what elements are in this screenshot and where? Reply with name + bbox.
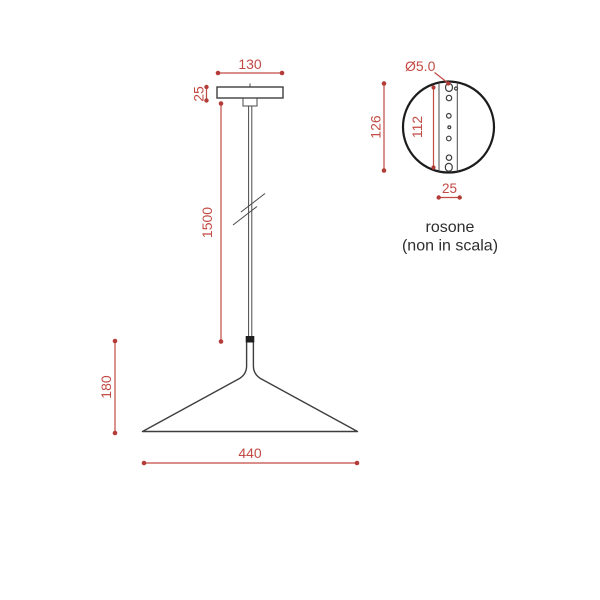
bracket-hole-small-top (455, 87, 458, 90)
pendant-front-view (98, 56, 359, 465)
detail-caption-line1: rosone (425, 219, 475, 236)
dim-shade-diameter-label: 440 (238, 445, 262, 461)
dim-canopy-width (216, 56, 285, 75)
dim-canopy-width-label: 130 (238, 56, 262, 72)
dim-outer-height-label: 126 (367, 115, 384, 139)
cable-ferrule (246, 336, 255, 343)
dim-bracket-width-label: 25 (441, 181, 458, 196)
detail-caption (402, 219, 498, 255)
dim-bracket-width (437, 181, 462, 200)
ceiling-canopy (217, 84, 283, 107)
dim-cable-length-label: 1500 (199, 206, 215, 239)
lamp-shade (143, 343, 358, 432)
bracket-hole-3 (447, 136, 452, 141)
dim-shade-height-label: 180 (98, 375, 114, 399)
dim-hole-span-label: 112 (409, 115, 425, 139)
dim-shade-height (98, 339, 117, 436)
rosone-detail-view (368, 58, 499, 255)
dim-hole-diameter-label: Ø5.0 (405, 58, 436, 74)
dim-canopy-height-label: 25 (190, 86, 207, 102)
bracket-hole-center (448, 126, 451, 129)
dim-outer-height (368, 81, 387, 173)
suspension-cable (249, 106, 252, 337)
bracket-slot-bottom (445, 163, 452, 171)
bracket-hole-1 (446, 95, 451, 100)
dim-cable-length (199, 101, 223, 344)
bracket-hole-4 (446, 155, 451, 160)
mounting-bracket (439, 83, 458, 172)
bracket-hole-2 (447, 114, 452, 119)
dim-shade-diameter (142, 445, 360, 465)
detail-caption-line2: (non in scala) (401, 237, 499, 255)
dim-canopy-height (191, 85, 209, 103)
